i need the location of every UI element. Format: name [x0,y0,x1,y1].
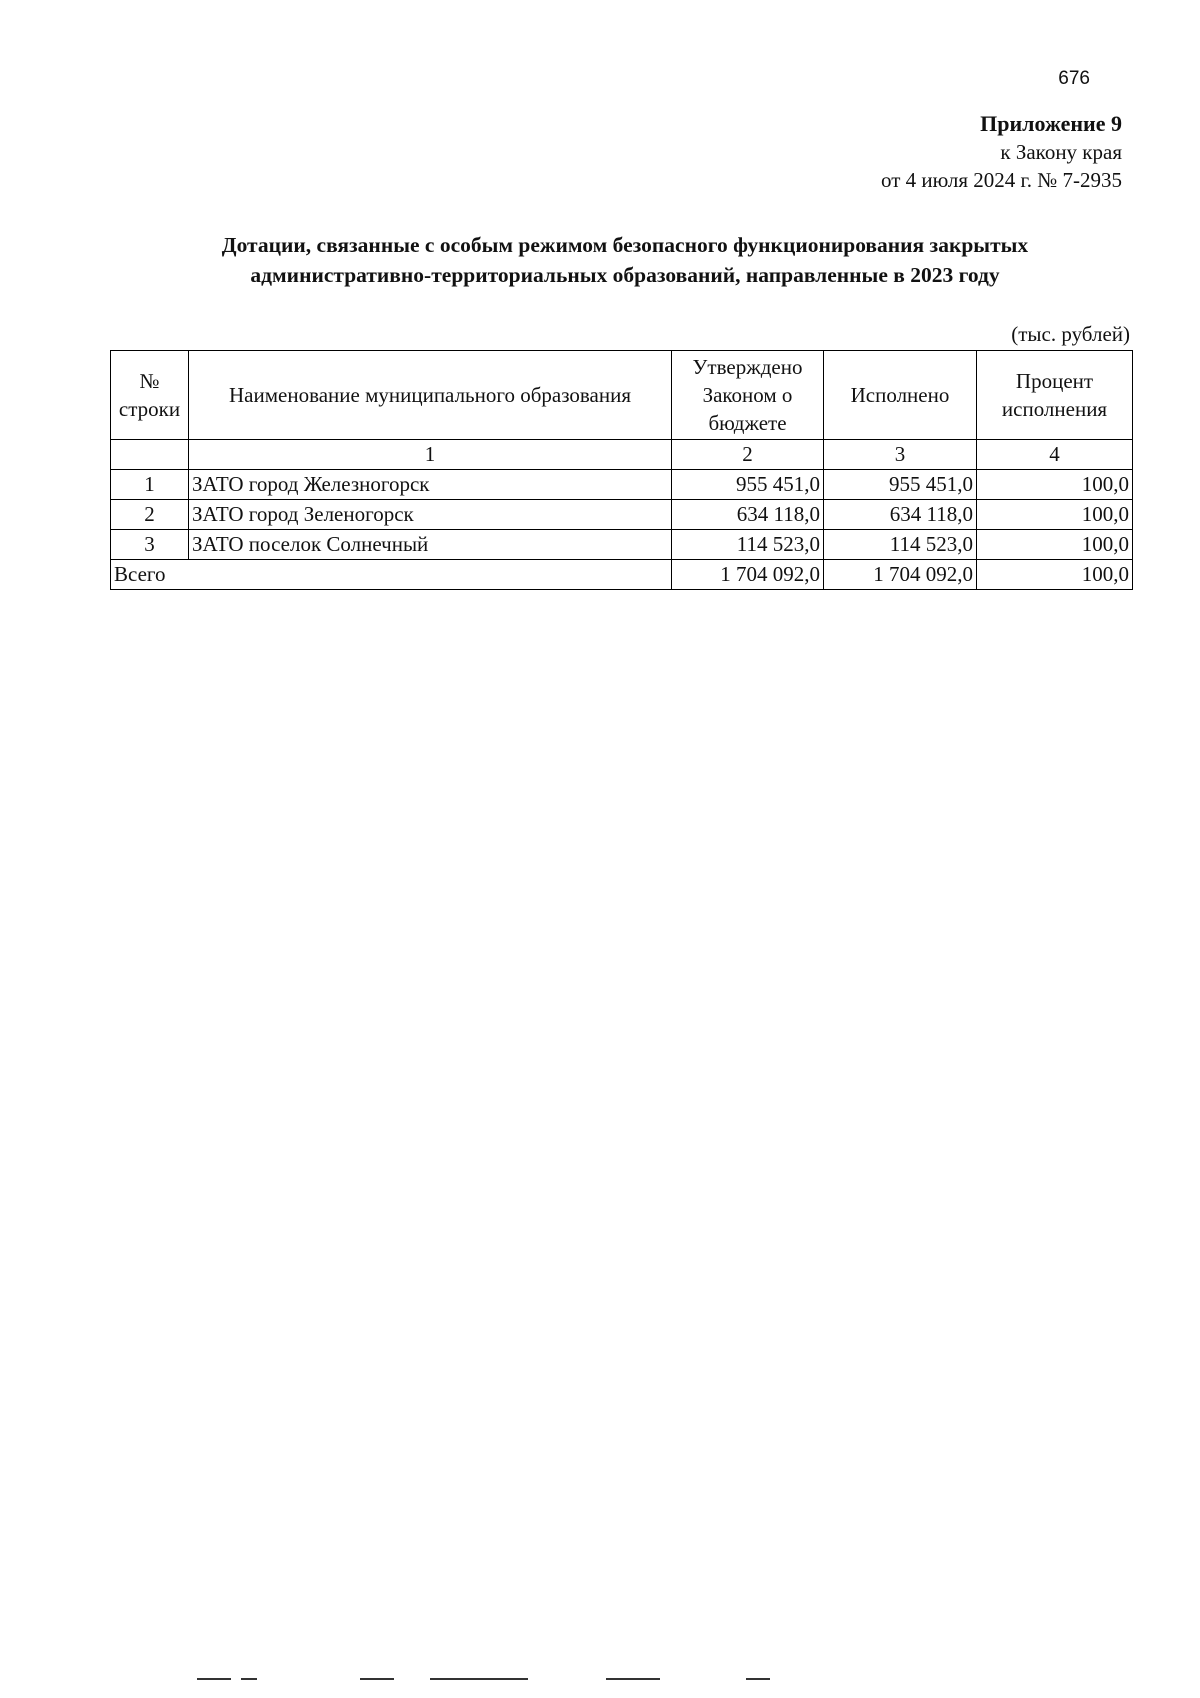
document-title-line-1: Дотации, связанные с особым режимом безопасного функционирования закрытых [221,233,1029,257]
row-number: 2 [111,500,189,530]
scan-mark [241,1678,257,1680]
header-approved [672,351,824,440]
column-number [111,440,189,470]
appendix-title: Приложение 9 [980,111,1122,136]
total-label: Всего [111,560,672,590]
page-number: 676 [1058,68,1090,89]
column-number: 2 [672,440,824,470]
header-approved-line-2: Законом о [702,383,793,407]
executed-value: 955 451,0 [824,470,977,500]
document-title [110,230,1140,290]
row-number: 1 [111,470,189,500]
header-row-number-line-2: строки [118,397,181,421]
header-approved-line-3: бюджете [708,411,787,435]
appendix-block [881,110,1122,194]
approved-value: 634 118,0 [672,500,824,530]
table-row [111,530,1133,560]
approved-value: 955 451,0 [672,470,824,500]
dotations-table [110,350,1133,590]
column-number: 1 [189,440,672,470]
scan-mark [606,1678,660,1680]
total-percent-value: 100,0 [977,560,1133,590]
total-approved-value: 1 704 092,0 [672,560,824,590]
appendix-law-date: от 4 июля 2024 г. № 7-2935 [881,168,1122,192]
document-title-line-2: административно-территориальных образований, направленные в 2023 году [250,263,1000,287]
column-number-row [111,440,1133,470]
approved-value: 114 523,0 [672,530,824,560]
scan-mark [430,1678,528,1680]
executed-value: 634 118,0 [824,500,977,530]
appendix-law-ref: к Закону края [1000,140,1122,164]
scan-footer-marks [0,1668,1200,1698]
header-municipality-name-text: Наименование муниципального образования [229,383,631,407]
municipality-name: ЗАТО город Железногорск [189,470,672,500]
header-executed [824,351,977,440]
row-number: 3 [111,530,189,560]
header-row-number-line-1: № [139,369,160,393]
percent-value: 100,0 [977,470,1133,500]
scan-mark [360,1678,394,1680]
header-executed-text: Исполнено [850,383,950,407]
table-row [111,470,1133,500]
municipality-name: ЗАТО город Зеленогорск [189,500,672,530]
percent-value: 100,0 [977,500,1133,530]
header-municipality-name [189,351,672,440]
percent-value: 100,0 [977,530,1133,560]
scan-mark [746,1678,770,1680]
header-approved-line-1: Утверждено [692,355,803,379]
header-percent-line-2: исполнения [1001,397,1108,421]
executed-value: 114 523,0 [824,530,977,560]
header-percent-line-1: Процент [1015,369,1094,393]
header-row-number [111,351,189,440]
municipality-name: ЗАТО поселок Солнечный [189,530,672,560]
units-label: (тыс. рублей) [1011,322,1130,346]
header-percent [977,351,1133,440]
scan-mark [197,1678,231,1680]
column-number: 3 [824,440,977,470]
total-executed-value: 1 704 092,0 [824,560,977,590]
table-row [111,500,1133,530]
table-header-row [111,351,1133,440]
column-number: 4 [977,440,1133,470]
table-total-row [111,560,1133,590]
